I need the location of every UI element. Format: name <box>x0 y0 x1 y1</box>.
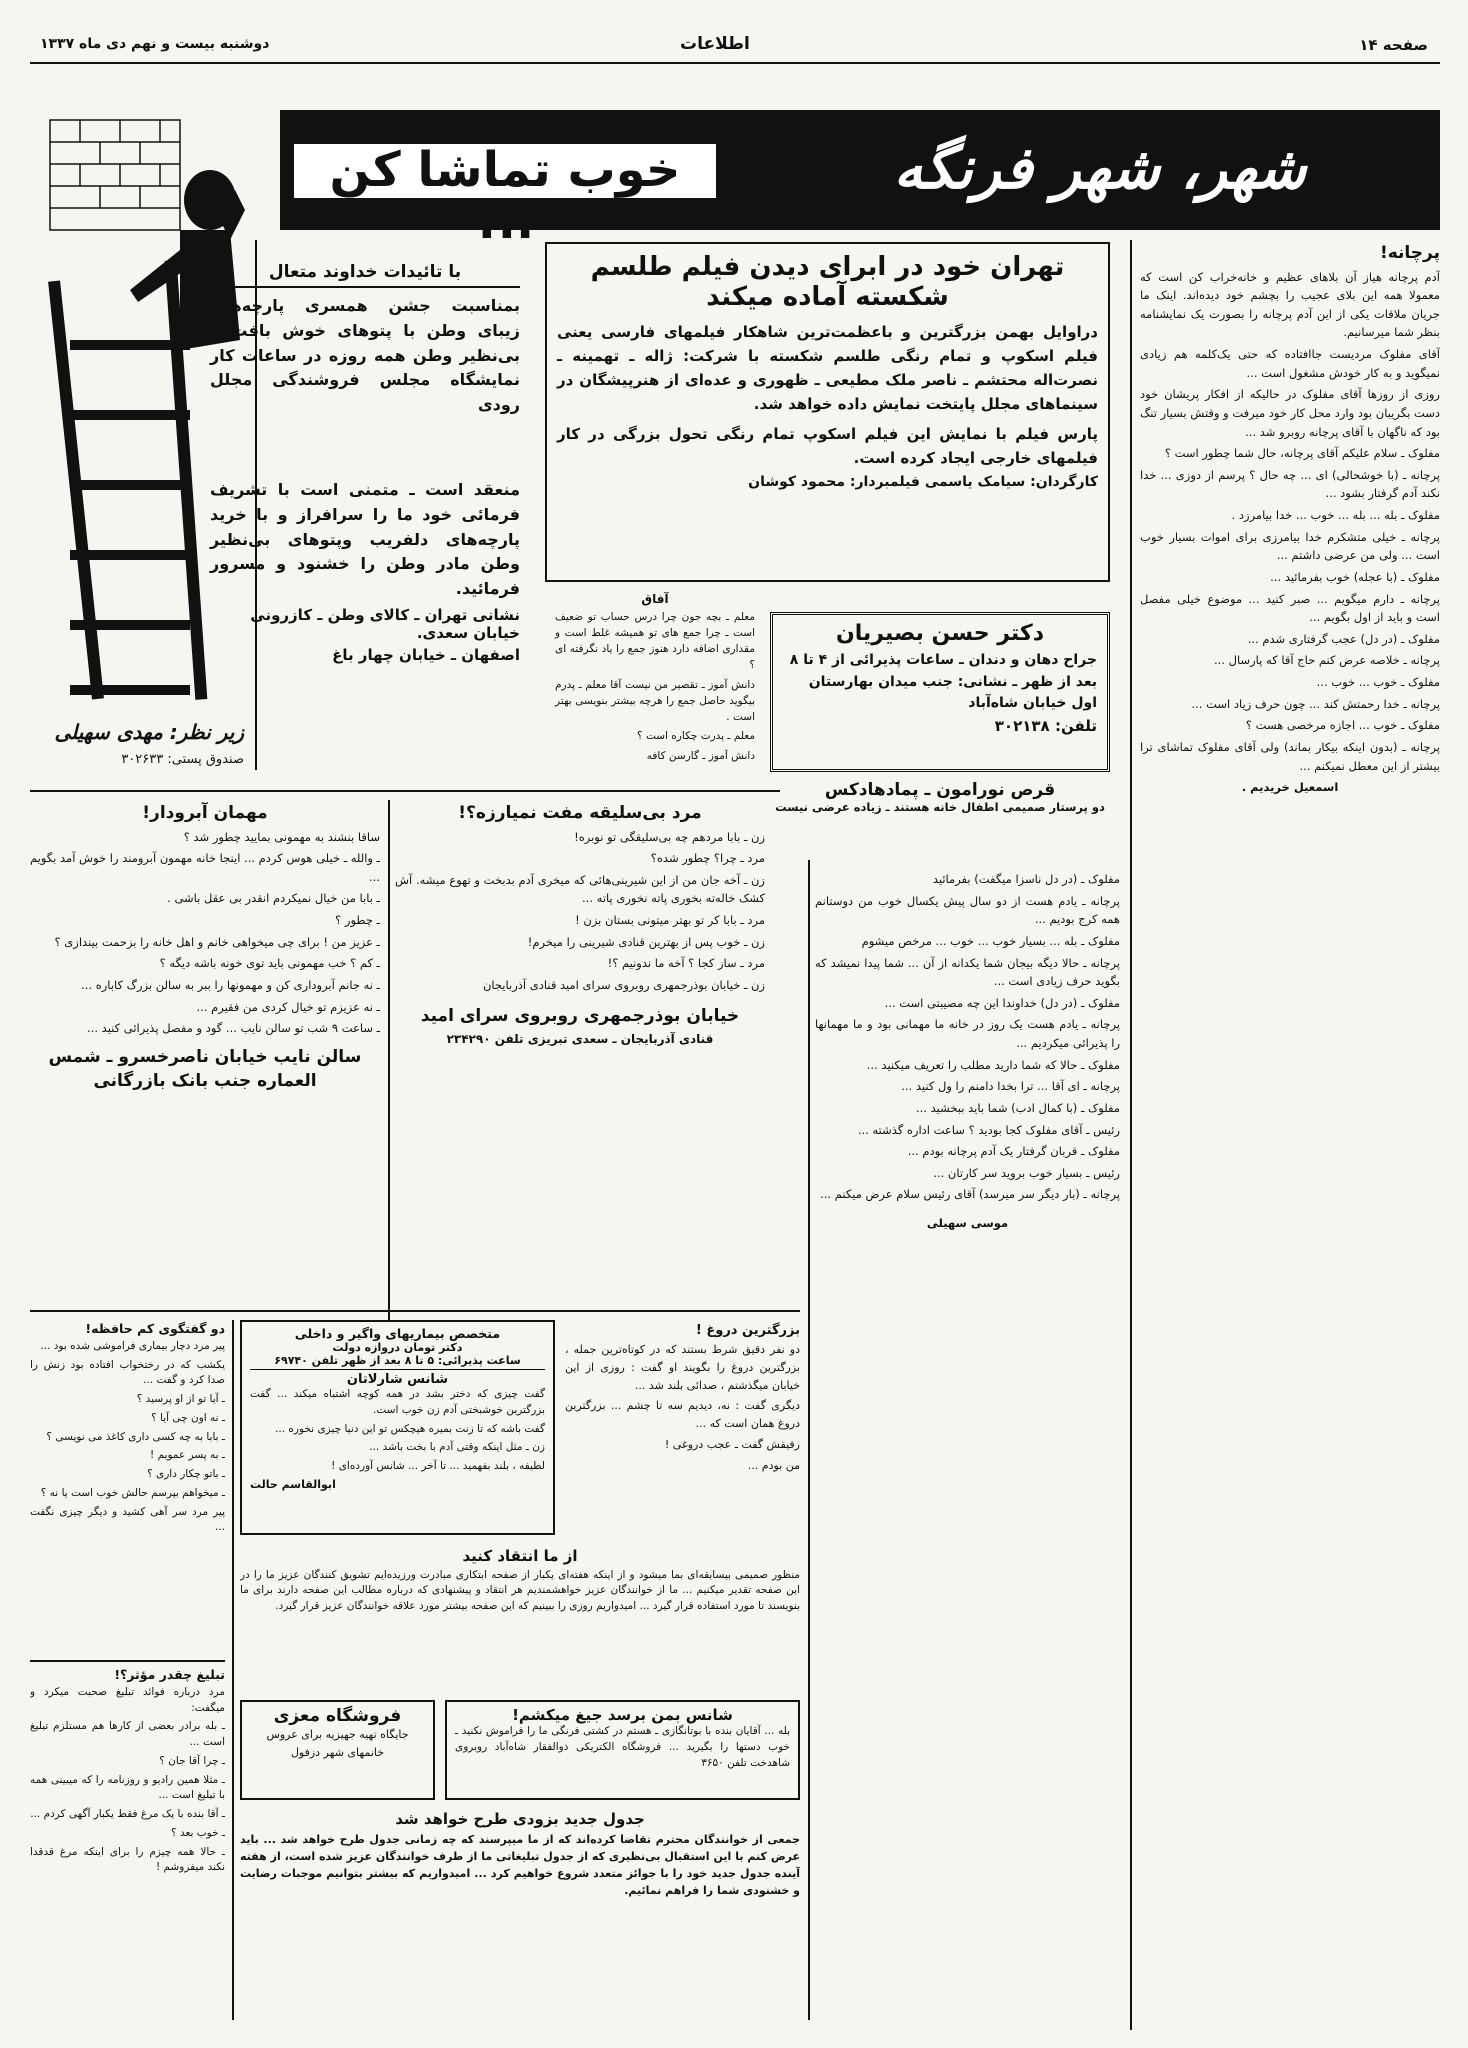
class-joke <box>555 590 755 780</box>
page-number: صفحه ۱۴ <box>1359 36 1428 54</box>
dialogue-line: رئیس ـ بسیار خوب بروید سر کارتان ... <box>933 1165 1120 1180</box>
dialogue-line: مفلوک ـ (در دل ناسزا میگفت) بفرمائید <box>932 872 1120 886</box>
dotor-article <box>565 1320 800 1520</box>
forgot-line: پیر مرد دچار بیماری فراموشی شده بود ... <box>40 1339 225 1352</box>
banner-right-title: شهر، شهر فرنگه <box>893 134 1307 202</box>
lottery-body: بله ... آقایان بنده با بوتانگازی ـ هستم در کشتی فرنگی ما را فراموش نکنید ـ خوب دستها را بگیرید ... فروشگاه الکتریکی ذوالفقار شاه‌آباد روبروی شاهدخت تلفن ۳۶۵۰ <box>455 1725 790 1769</box>
chance-line: لطیفه ، بلند بفهمید ... تا آخر ... شانس آورده‌ای ! <box>331 1460 545 1472</box>
tabligh-line: ـ بله برادر بعضی از کارها هم مستلزم تبلیغ است ... <box>30 1720 225 1748</box>
chance-line: گفت باشه که تا زنت بمیره هیچکس تو این دنیا چیزی نخوره ... <box>275 1422 545 1435</box>
dialogue-line: پرچانه ـ حالا دیگه بیجان شما یکدانه از آن ... شما پیدا نمیشد که بگوید حرف زیادی است ... <box>815 955 1120 989</box>
tabligh-line: ـ آقا بنده با یک مرغ فقط یکبار آگهی کردم ... <box>30 1808 225 1820</box>
jadval-article <box>240 1808 800 2008</box>
class-joke-line: دانش آموز ـ تقصیر من نیست آقا معلم ـ پدرم بیگوید حاصل جمع را هرچه بیشتر بنویسی بهتر است . <box>555 678 755 724</box>
dotor-line: من بودم ... <box>747 1458 800 1472</box>
newspaper-name: اطلاعات <box>680 34 750 54</box>
dotor-title: بزرگترین دروغ ! <box>695 1323 800 1338</box>
lottery-ad <box>445 1700 800 1800</box>
dialogue-line: پرچانه ـ (بار دیگر سر میرسد) آقای رئیس سلام عرض میکنم ... <box>820 1187 1120 1202</box>
page-header <box>20 30 1448 60</box>
bisaliqe-title: مرد بی‌سلیقه مفت نمیارزه؟! <box>458 803 702 823</box>
moezi-title: فروشگاه معزی <box>273 1706 402 1726</box>
dotor-line: رفیقش گفت ـ عجب دروغی ! <box>664 1438 800 1452</box>
guest-line: ـ نه عزیزم تو خیال کردی من فقیرم ... <box>196 999 380 1014</box>
cartoon-credit: زیر نظر: مهدی سهیلی <box>54 720 244 744</box>
bisaliqe-line: زن ـ خوب پس از بهترین قنادی شیرینی را میخرم! <box>527 934 765 949</box>
parijan-line: مفلوک ـ بله ... بله ... خوب ... خدا بیامرزد . <box>1231 508 1440 523</box>
parijan-line: مفلوک ـ خوب ... خوب ... <box>1316 675 1440 690</box>
film-body: دراوایل بهمن بزرگترین و باعظمت‌ترین شاهکار فیلمهای فارسی یعنی فیلم اسکوپ و تمام رنگی طلسم شکسته با شرکت: ژاله ـ تهمینه ـ نصرت‌اله محتشم ـ ناصر ملک مطیعی ـ ظهوری و عده‌ای از هنرپیشگان در سینماهای مجلل پایتخت نمایش داده خواهد شد. <box>557 323 1098 413</box>
class-joke-heading: آفاق <box>641 592 669 606</box>
dotor-line: دیگری گفت : نه، دیدیم سه تا چشم ... بزرگترین دروغ همان است که ... <box>565 1399 800 1431</box>
parijan-intro: آدم پرچانه هیاز آن بلاهای عظیم و خانه‌خراب کن است که معمولا همه این بلای عجیب را بچشم خود دیده‌اند. اینک ما جریان ملاقات یکی از این آدم پرچانه را بصورت یک نمایشنامه بنظر شما میرسانیم. <box>1140 269 1440 340</box>
moezi-body: جایگاه تهیه جهیزیه برای عروس خانمهای شهر دزفول <box>266 1728 409 1759</box>
guest-line: ـ عزیز من ! برای چی میخواهی خانم و اهل خانه را بزحمت بیندازی ؟ <box>54 934 380 949</box>
critic-body: منظور صمیمی بیسابقه‌ای بما میشود و از اینکه هفته‌ای یکبار از صفحه ابتکاری مبادرت ورزیده‌ایم تشویق کنندگان عزیز ما را در این صفحه تقدیر میکنیم ... ما از خوانندگان عزیز خواهشمندیم هر انتقاد و پیشنهادی که درباره مطالب این صفحه دارند برای ما بنویسند تا مورد استفاده قرار گیرد ... امیدواریم روزی را ببینیم که این صفحه بیشتر مورد علاقه خوانندگان عزیز قرار گیرد. <box>240 1568 800 1612</box>
film-credits: کارگردان: سیامک یاسمی فیلمبردار: محمود کوشان <box>748 474 1098 490</box>
parijan-line: پرچانه ـ خدا رحمتش کند ... چون حرف زیاد است ... <box>1191 696 1440 711</box>
critic-article <box>240 1545 800 1695</box>
fabric-ad <box>210 262 520 774</box>
class-joke-line: معلم ـ پدرت چکاره است ؟ <box>637 730 755 743</box>
doctor-phone: تلفن: ۳۰۲۱۳۸ <box>994 717 1097 736</box>
dialogue-signature: موسی سهیلی <box>926 1216 1009 1230</box>
parijan-column <box>1140 240 1440 2035</box>
dialogue-line: پرچانه ـ ای آقا ... ترا بخدا دامنم را ول کنید ... <box>901 1079 1120 1094</box>
section-rule-middle <box>30 790 780 792</box>
parijan-line: روزی از روزها آقای مفلوک در حالیکه از افکار پریشان خود دست بگریبان بود وارد محل کار خود میرفت و وقتش بسیار تنگ بود که ناگهان با آقای پرچانه روبرو شد ... <box>1140 387 1440 439</box>
chance-title: شانس شارلاتان <box>346 1372 449 1387</box>
forgot-line: ـ میخواهم بپرسم حالش خوب است یا نه ؟ <box>40 1486 225 1499</box>
header-rule <box>30 62 1440 64</box>
dialogue-line: مفلوک ـ قربان گرفتار یک آدم پرچانه بودم ... <box>907 1144 1120 1159</box>
forgot-article <box>30 1320 225 1650</box>
dialogue-line: پرچانه ـ یادم هست یک روز در خانه ما مهمانی بود و ما مهمانها را پذیرائی میکردیم ... <box>815 1017 1120 1050</box>
forgot-line: ـ بابا به چه کسی داری کاغذ می نویسی ؟ <box>46 1430 225 1443</box>
pills-title: قرص نورامون ـ پمادهادکس <box>824 780 1056 800</box>
dialogue-line: پرچانه ـ یادم هست از دو سال پیش یکسال خوب من دوستانم همه کرج بودیم ... <box>815 893 1120 927</box>
tabligh-line: ـ خوب بعد ؟ <box>171 1826 225 1839</box>
parijan-line: مفلوک ـ خوب ... اجازه مرخصی هست ؟ <box>1245 718 1440 733</box>
bisaliqe-line: زن ـ بابا مردهم چه بی‌سلیقگی تو نوبره! <box>574 829 765 844</box>
guest-line: ـ چطور ؟ <box>335 913 380 928</box>
tabligh-title: تبلیغ چقدر مؤثر؟! <box>114 1667 225 1682</box>
bisaliqe-line: مرد ـ چرا؟ چطور شده؟ <box>650 851 765 866</box>
forgot-line: ـ به پسر عمویم ! <box>150 1449 225 1462</box>
fabric-ad-address2: اصفهان ـ خیابان چهار باغ <box>332 645 520 664</box>
specialist-hours: ساعت پذیرائی: ۵ تا ۸ بعد از ظهر تلفن ۶۹۷۴۰ <box>250 1354 545 1370</box>
cartoon-pobox: صندوق پستی: ۳۰۲۶۳۳ <box>121 752 244 767</box>
bisaliqe-shop-sub: قنادی آذربایجان ـ سعدی تبریزی تلفن ۲۳۴۲۹۰ <box>446 1032 714 1047</box>
guest-line: ـ کم ؟ خب مهمونی باید توی خونه باشه دیگه ؟ <box>159 956 380 971</box>
guest-line: ـ نه جانم آبروداری کن و مهمونها را ببر به سالن بزرگ کاباره ... <box>81 977 380 992</box>
chance-line: زن ـ مثل اینکه وقتی آدم با بخت باشد ... <box>369 1441 545 1454</box>
specialist-title: متخصص بیماریهای واگیر و داخلی <box>294 1326 501 1341</box>
forgot-line: یکشب که در رختخواب افتاده بود زنش را صدا کرد و گفت ... <box>30 1358 225 1387</box>
critic-title: از ما انتقاد کنید <box>462 1547 578 1565</box>
tabligh-line: ـ چرا آقا جان ؟ <box>159 1754 225 1767</box>
fabric-ad-heading: با تائیدات خداوند متعال <box>210 262 520 288</box>
bisaliqe-shop: خیابان بوذرجمهری روبروی سرای امید <box>420 1005 740 1026</box>
tabligh-line: مرد درباره فوائد تبلیغ صحبت میکرد و میگفت: <box>30 1685 225 1714</box>
guest-shop: سالن نایب خیابان ناصرخسرو ـ شمس العماره جنب بانک بازرگانی <box>48 1046 362 1091</box>
column-rule-forgot <box>232 1320 234 2020</box>
doctor-desc: جراح دهان و دندان ـ ساعات پذیرائی از ۴ تا ۸ بعد از ظهر ـ نشانی: جنب میدان بهارستان اول خیابان شاه‌آباد <box>789 652 1097 712</box>
parijan-line: آقای مفلوک مردیست جاافتاده که حتی یک‌کلمه هم زیادی نمیگوید و به کار خودش مشغول است ... <box>1140 347 1440 380</box>
bisaliqe-article <box>395 800 765 1260</box>
dialogue-line: رئیس ـ آقای مفلوک کجا بودید ؟ ساعت اداره گذشته ... <box>857 1122 1120 1137</box>
forgot-line: ـ نه اون چی آیا ؟ <box>151 1411 225 1424</box>
parijan-line: مفلوک ـ سلام علیکم آقای پرچانه، حال شما چطور است ؟ <box>1164 446 1440 461</box>
dialogue-line: مفلوک ـ (در دل) خداوندا این چه مصیبتی است ... <box>884 995 1120 1010</box>
doctor-name: دکتر حسن بصیریان <box>835 621 1044 646</box>
dialogue-line: مفلوک ـ حالا که شما دارید مطلب را تعریف میکنید ... <box>866 1057 1120 1072</box>
parijan-line: پرچانه ـ (با خوشحالی) ای ... چه حال ؟ پرسم از دوزی ... خدا نکند آدم گرفتار بشود ... <box>1140 467 1440 501</box>
lottery-title: شانس بمن برسد جیغ میکشم! <box>512 1706 733 1724</box>
forgot-line: ـ آیا تو از او پرسید ؟ <box>136 1393 225 1405</box>
bisaliqe-line: مرد ـ بابا کر تو بهتر میتونی بستان بزن ! <box>575 913 765 928</box>
header-date: دوشنبه بیست و نهم دی ماه ۱۳۳۷ <box>40 36 270 52</box>
tabligh-line: ـ مثلا همین رادیو و روزنامه را که میبینی همه با تبلیغ است ... <box>30 1773 225 1802</box>
parijan-title: پرچانه! <box>1379 243 1440 263</box>
parijan-line: پرچانه ـ خیلی متشکرم خدا بیامرزی برای اموات بسیار خوب است ... ولی من عرضی داشتم ... <box>1140 529 1440 563</box>
column-rule-left <box>388 800 390 1320</box>
doctor-ad <box>770 612 1110 772</box>
forgot-title: دو گفتگوی کم حافظه! <box>85 1321 225 1336</box>
chance-line: گفت چیزی که دختر بشد در همه کوچه اشتباه میکند ... گفت بزرگترین خوشبختی آدم زن خوب است. <box>250 1388 545 1416</box>
specialist-name: دکتر تومان دروازه دولت <box>332 1341 463 1354</box>
jadval-body: جمعی از خوانندگان محترم تقاضا کرده‌اند که از ما میپرسند که چه زمانی جدول طرح خواهد شد ... باید عرض کنم با این استقبال بی‌نظیری که از جدول تبلیغاتی ما از طرف خوانندگان عزیز شده است، از هفته آینده جدول جدید خود را با جوائز متعدد شروع خواهیم کرد ... امیدواریم که بیشتر بتوانیم موجبات رضایت و خشنودی شما را فراهم نمائیم. <box>240 1833 800 1898</box>
film-title-line1: تهران خود در ابرای دیدن فیلم طلسم <box>590 252 1065 282</box>
dialogue-column <box>815 870 1120 2030</box>
banner-left-title: خوب تماشا کن ..! <box>290 140 720 202</box>
section-rule-bottom <box>30 1310 800 1312</box>
specialist-chance-box <box>240 1320 555 1535</box>
film-title-line2: شکسته آماده میکند <box>706 282 949 312</box>
guest-article <box>30 800 380 1320</box>
fabric-ad-invite: منعقد است ـ متمنی است با تشریف فرمائی خود ما را سرافراز و با خرید پارچه‌های دلفریب وپتوهای بی‌نظیر وطن مادر وطن را خشنود و مسرور فرمائید. <box>210 479 520 599</box>
bisaliqe-line: مرد ـ ساز کجا ؟ آخه ما ندونیم ؟! <box>607 956 765 971</box>
dialogue-line: مفلوک ـ (با کمال ادب) شما باید ببخشید ... <box>916 1100 1120 1115</box>
tabligh-line: ـ حالا همه چیزم را برای اینکه مرغ قدقدا نکند میفروشم ! <box>30 1845 225 1874</box>
guest-line: ـ ساعت ۹ شب تو سالن نایب ... گود و مفصل پذیرائی کنید ... <box>87 1021 380 1036</box>
guest-line: ـ بابا من خیال نمیکردم انقدر بی عقل باشی . <box>167 891 380 906</box>
chance-text <box>250 1387 545 1475</box>
fabric-ad-address1: نشانی تهران ـ کالای وطن ـ کازرونی خیابان سعدی. <box>250 605 520 642</box>
pills-ad <box>770 780 1110 840</box>
parijan-ending: اسمعیل خریدیم . <box>1241 780 1339 795</box>
dotor-line: دو نفر دقیق شرط بستند که در کوتاه‌ترین جمله ، بزرگترین دروغ را بگویند او گفت : روزی از این خیابان میگذشتم ، صدائی بلند شد ... <box>565 1343 800 1392</box>
column-rule-right <box>1130 240 1132 2030</box>
bisaliqe-line: زن ـ آخه جان من از این شیرینی‌هائی که میخری آدم بدبخت و تهوع میشه. آش کشک خاله‌ته بخوری پاته نخوری پاته ... <box>395 872 765 906</box>
guest-title: مهمان آبرودار! <box>142 803 268 823</box>
title-banner <box>280 110 1440 250</box>
chance-signature: ابوالقاسم حالت <box>250 1477 336 1491</box>
jadval-title: جدول جدید بزودی طرح خواهد شد <box>395 1810 645 1828</box>
forgot-line: ـ باتو چکار داری ؟ <box>147 1468 225 1480</box>
guest-line: ـ والله ـ خیلی هوس کردم ... اینجا خانه مهمون آبرومند را خوش آمد بگویم ... <box>30 851 380 884</box>
film-ad <box>545 242 1110 582</box>
guest-line: ساقا بنشند به مهمونی بمایید چطور شد ؟ <box>183 829 380 844</box>
parijan-line: پرچانه ـ دارم میگویم ... صبر کنید ... موضوع خیلی مفصل است و باید از اول بگویم ... <box>1140 591 1440 625</box>
column-rule-mid <box>808 860 810 2020</box>
class-joke-line: معلم ـ بچه جون چرا درس حساب تو ضعیف است ـ چرا جمع های تو همیشه غلط است و مقداری اضافه دارد هنوز جمع را یاد نگرفته ای ؟ <box>555 610 755 672</box>
class-joke-line: دانش آموز ـ گارسن کافه <box>646 749 755 762</box>
pills-subtitle: دو پرستار صمیمی اطفال خانه هستند ـ زیاده عرضی نیست <box>775 800 1105 814</box>
bisaliqe-line: زن ـ خیابان بوذرجمهری روبروی سرای امید قنادی آذربایجان <box>482 977 765 992</box>
film-body2: پارس فیلم با نمایش این فیلم اسکوپ تمام رنگی تحول بزرگی در کار فیلمهای خارجی ایجاد کرده است. <box>557 425 1098 467</box>
moezi-ad <box>240 1700 435 1800</box>
parijan-line: مفلوک ـ (در دل) عجب گرفتاری شدم ... <box>1247 631 1440 646</box>
parijan-line: پرچانه ـ خلاصه عرض کنم حاج آقا که پارسال ... <box>1214 653 1440 668</box>
forgot-line: پیر مرد سر آهی کشید و دیگر چیزی نگفت ... <box>30 1505 225 1534</box>
parijan-line: مفلوک ـ (با عجله) خوب بفرمائید ... <box>1270 569 1440 584</box>
dialogue-line: مفلوک ـ بله ... بسیار خوب ... خوب ... مرخص میشوم <box>861 933 1120 948</box>
parijan-line: پرچانه ـ (بدون اینکه بیکار بماند) ولی آقای مفلوک تماشای ترا بیشتر از این معطل نمیکنم ... <box>1140 739 1440 773</box>
fabric-ad-body: بمناسبت جشن همسری پارچه‌های زیبای وطن با پتوهای خوش بافت و بی‌نظیر وطن همه روزه در ساعات کار نمایشگاه مجلس فروشندگی مجلل رودی <box>210 296 520 415</box>
tabligh-article <box>30 1660 225 2020</box>
